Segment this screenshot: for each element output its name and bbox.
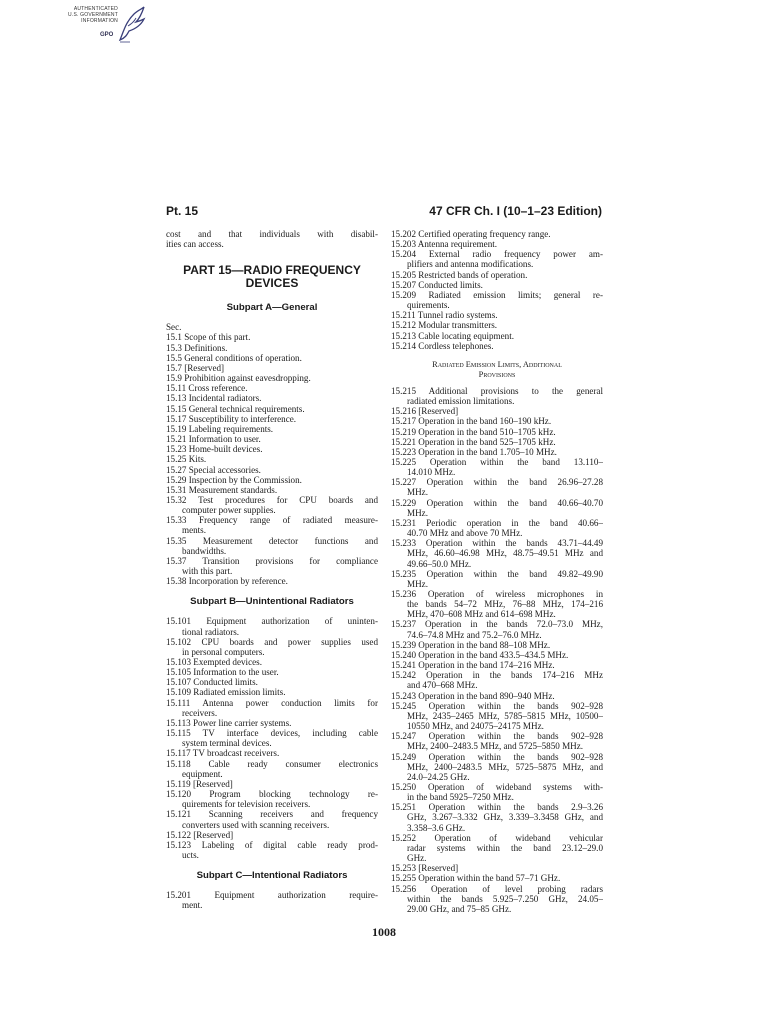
section-entry: [391, 863, 603, 873]
section-number-title: 15.17 Susceptibility to interference.: [166, 413, 297, 424]
section-entry: [391, 752, 603, 782]
section-number-title: 15.123 Labeling of digital cable ready prod-: [166, 839, 378, 850]
section-entry: [391, 427, 603, 437]
section-title-continuation: computer power supplies.: [182, 505, 276, 516]
section-number-title: 15.29 Inspection by the Commission.: [166, 474, 302, 485]
section-entry: [391, 691, 603, 701]
section-entry: [391, 518, 603, 538]
section-title-continuation: MHz, 2435–2465 MHz, 5785–5815 MHz, 10500–: [407, 710, 603, 721]
section-entry: [391, 619, 603, 639]
section-title-continuation: MHz.: [407, 507, 428, 518]
section-entry: [166, 890, 378, 910]
section-number-title: 15.213 Cable locating equipment.: [391, 330, 514, 341]
section-title-continuation: 29.00 GHz, and 75–85 GHz.: [407, 903, 512, 914]
section-number-title: 15.236 Operation of wireless microphones in: [391, 589, 603, 599]
section-number-title: 15.240 Operation in the band 433.5–434.5 MHz.: [391, 649, 569, 660]
section-entry: [391, 670, 603, 690]
section-number-title: 15.241 Operation in the band 174–216 MHz.: [391, 660, 555, 671]
section-entry: [166, 677, 378, 687]
section-title-continuation: radiated emission limitations.: [407, 396, 515, 407]
section-title-continuation: quirements for television receivers.: [182, 799, 311, 810]
section-title-continuation: bandwidths.: [182, 545, 227, 556]
section-number-title: 15.1 Scope of this part.: [166, 332, 251, 343]
section-number-title: 15.117 TV broadcast receivers.: [166, 748, 280, 759]
section-entry: [391, 660, 603, 670]
section-number-title: 15.207 Conducted limits.: [391, 279, 483, 290]
section-number-title: 15.105 Information to the user.: [166, 667, 279, 678]
section-number-title: 15.19 Labeling requirements.: [166, 423, 274, 434]
section-title-continuation: 40.70 MHz and above 70 MHz.: [407, 528, 523, 539]
section-number-title: 15.9 Prohibition against eavesdropping.: [166, 373, 311, 384]
section-title-continuation: tional radiators.: [182, 626, 240, 637]
section-entry: [391, 701, 603, 731]
intro-line: cost and that individuals with disabil-: [166, 229, 378, 239]
section-number-title: 15.205 Restricted bands of operation.: [391, 269, 528, 280]
section-number-title: 15.101 Equipment authorization of uninten-: [166, 616, 378, 627]
section-number-title: 15.38 Incorporation by reference.: [166, 576, 288, 587]
section-entry: [391, 498, 603, 518]
seal-line: AUTHENTICATED: [73, 6, 118, 12]
section-number-title: 15.122 [Reserved]: [166, 829, 234, 840]
section-title-continuation: plifiers and antenna modifications.: [407, 259, 534, 270]
section-entry: [166, 840, 378, 860]
section-entry: [166, 465, 378, 475]
section-title-continuation: converters used with scanning receivers.: [182, 819, 330, 830]
section-entry: [391, 437, 603, 447]
subpart-c-title: Subpart C—Intentional Radiators: [196, 870, 348, 882]
section-entry: [166, 444, 378, 454]
section-number-title: 15.252 Operation of wideband vehicular: [391, 832, 603, 843]
section-number-title: 15.239 Operation in the band 88–108 MHz.: [391, 639, 551, 650]
seal-gpo-label: GPO: [100, 32, 114, 38]
section-entry: [391, 270, 603, 280]
section-entry: [166, 809, 378, 829]
section-entry: [391, 640, 603, 650]
subpart-a-title: Subpart A—General: [226, 302, 318, 314]
section-number-title: 15.217 Operation in the band 160–190 kHz.: [391, 416, 552, 427]
section-number-title: 15.231 Periodic operation in the band 40.66–: [391, 517, 603, 528]
part-title-line: PART 15—RADIO FREQUENCY: [183, 263, 361, 278]
section-number-title: 15.107 Conducted limits.: [166, 677, 258, 688]
section-entry: [391, 320, 603, 330]
section-entry: [391, 406, 603, 416]
section-entry: [391, 457, 603, 477]
section-number-title: 15.23 Home-built devices.: [166, 444, 263, 455]
section-number-title: 15.242 Operation in the bands 174–216 MHz: [391, 670, 603, 681]
section-entry: [391, 802, 603, 832]
section-title-continuation: ucts.: [182, 849, 199, 860]
page-number: 1008: [372, 925, 396, 939]
section-number-title: 15.201 Equipment authorization require-: [166, 890, 378, 901]
section-number-title: 15.37 Transition provisions for compliance: [166, 555, 378, 566]
section-title-continuation: within the bands 5.925–7.250 GHz, 24.05–: [407, 893, 603, 904]
section-number-title: 15.212 Modular transmitters.: [391, 320, 498, 331]
section-number-title: 15.256 Operation of level probing radars: [391, 883, 603, 894]
authenticated-gpo-seal: [56, 4, 146, 48]
section-entry: [166, 332, 378, 342]
section-number-title: 15.113 Power line carrier systems.: [166, 717, 292, 728]
section-entry: [166, 383, 378, 393]
section-entry: [391, 290, 603, 310]
section-entry: [391, 386, 603, 406]
section-number-title: 15.118 Cable ready consumer electronics: [166, 758, 378, 769]
section-entry: [166, 434, 378, 444]
section-entry: [166, 353, 378, 363]
section-number-title: 15.31 Measurement standards.: [166, 484, 278, 495]
section-entry: [166, 576, 378, 586]
section-entry: [166, 363, 378, 373]
section-entry: [391, 731, 603, 751]
section-title-continuation: 74.6–74.8 MHz and 75.2–76.0 MHz.: [407, 629, 542, 640]
section-entry: [166, 789, 378, 809]
section-title-continuation: 49.66–50.0 MHz.: [407, 558, 472, 569]
section-title-continuation: quirements.: [407, 300, 450, 311]
section-title-continuation: 3.358–3.6 GHz.: [407, 822, 466, 833]
section-number-title: 15.115 TV interface devices, including cable: [166, 728, 378, 739]
section-title-continuation: MHz.: [407, 578, 428, 589]
section-title-continuation: receivers.: [182, 707, 218, 718]
part-header: Pt. 15: [166, 204, 199, 218]
section-entry: [166, 485, 378, 495]
section-title-continuation: 24.0–24.25 GHz.: [407, 771, 470, 782]
section-number-title: 15.204 External radio frequency power am-: [391, 249, 603, 260]
section-entry: [166, 495, 378, 515]
section-entry: [166, 637, 378, 657]
section-entry: [391, 782, 603, 802]
subpart-b-title: Subpart B—Unintentional Radiators: [190, 596, 354, 608]
section-entry: [166, 718, 378, 728]
section-title-continuation: 10550 MHz, and 24075–24175 MHz.: [407, 721, 544, 732]
section-number-title: 15.250 Operation of wideband systems with-: [391, 781, 603, 792]
section-number-title: 15.11 Cross reference.: [166, 383, 248, 394]
section-title-continuation: radar systems within the band 23.12–29.0: [407, 842, 603, 853]
section-entry: [166, 616, 378, 636]
section-heading-line: Radiated Emission Limits, Additional: [432, 359, 562, 369]
section-entry: [166, 424, 378, 434]
section-title-continuation: ment.: [182, 900, 203, 911]
section-number-title: 15.233 Operation within the bands 43.71–44.49: [391, 538, 603, 549]
section-title-continuation: with this part.: [182, 566, 233, 577]
section-number-title: 15.237 Operation in the bands 72.0–73.0 MHz,: [391, 619, 603, 630]
section-entry: [391, 447, 603, 457]
section-entry: [166, 475, 378, 485]
section-number-title: 15.102 CPU boards and power supplies used: [166, 636, 378, 647]
section-number-title: 15.215 Additional provisions to the general: [391, 385, 603, 396]
left-column: [166, 229, 378, 910]
section-title-continuation: 14.010 MHz.: [407, 467, 456, 478]
section-entry: [391, 249, 603, 269]
section-entry: [166, 657, 378, 667]
section-entry: [166, 667, 378, 677]
section-title-continuation: MHz, 470–608 MHz and 614–698 MHz.: [407, 609, 556, 620]
section-number-title: 15.214 Cordless telephones.: [391, 340, 494, 351]
section-entry: [391, 239, 603, 249]
section-number-title: 15.119 [Reserved]: [166, 778, 233, 789]
section-title-continuation: equipment.: [182, 768, 223, 779]
section-number-title: 15.121 Scanning receivers and frequency: [166, 809, 378, 820]
section-entry: [166, 515, 378, 535]
section-entry: [391, 569, 603, 589]
section-entry: [166, 687, 378, 697]
section-number-title: 15.21 Information to user.: [166, 434, 261, 445]
section-entry: [166, 556, 378, 576]
section-number-title: 15.3 Definitions.: [166, 342, 228, 353]
section-entry: [166, 454, 378, 464]
section-number-title: 15.27 Special accessories.: [166, 464, 261, 475]
section-entry: [391, 884, 603, 914]
section-number-title: 15.249 Operation within the bands 902–928: [391, 751, 603, 762]
section-title-continuation: MHz.: [407, 487, 428, 498]
section-entry: [166, 779, 378, 789]
eagle-icon: [116, 4, 146, 46]
section-number-title: 15.103 Exempted devices.: [166, 657, 262, 667]
section-title-continuation: MHz, 2400–2483.5 MHz, 5725–5875 MHz, and: [407, 761, 603, 772]
seal-line: INFORMATION: [81, 18, 118, 24]
section-number-title: 15.5 General conditions of operation.: [166, 352, 302, 363]
section-number-title: 15.225 Operation within the band 13.110–: [391, 456, 603, 467]
section-number-title: 15.243 Operation in the band 890–940 MHz.: [391, 690, 555, 701]
section-number-title: 15.216 [Reserved]: [391, 406, 459, 417]
section-title-continuation: the bands 54–72 MHz, 76–88 MHz, 174–216: [407, 599, 603, 610]
section-entry: [166, 728, 378, 748]
section-entry: [166, 404, 378, 414]
section-entry: [391, 833, 603, 863]
edition-header: 47 CFR Ch. I (10–1–23 Edition): [429, 204, 602, 218]
seal-line: U.S. GOVERNMENT: [68, 12, 118, 18]
section-entry: [166, 748, 378, 758]
section-number-title: 15.219 Operation in the band 510–1705 kHz.: [391, 426, 556, 437]
section-entry: [166, 759, 378, 779]
section-number-title: 15.253 [Reserved]: [391, 863, 459, 874]
section-number-title: 15.15 General technical requirements.: [166, 403, 305, 414]
section-number-title: 15.111 Antenna power conduction limits for: [166, 697, 378, 708]
section-entry: [391, 331, 603, 341]
section-number-title: 15.245 Operation within the bands 902–928: [391, 700, 603, 711]
section-title-continuation: system terminal devices.: [182, 738, 272, 749]
section-entry: [391, 477, 603, 497]
section-title-continuation: MHz, 2400–2483.5 MHz, and 5725–5850 MHz.: [407, 741, 584, 752]
section-title-continuation: GHz.: [407, 853, 427, 864]
section-entry: [166, 343, 378, 353]
section-number-title: 15.35 Measurement detector functions and: [166, 535, 378, 546]
section-number-title: 15.33 Frequency range of radiated measure-: [166, 515, 378, 526]
section-number-title: 15.223 Operation in the band 1.705–10 MHz.: [391, 446, 557, 457]
section-entry: [166, 393, 378, 403]
section-entry: [391, 589, 603, 619]
section-number-title: 15.255 Operation within the band 57–71 GHz.: [391, 873, 561, 884]
sec-label: Sec.: [166, 322, 182, 333]
section-number-title: 15.109 Radiated emission limits.: [166, 687, 286, 698]
section-entry: [391, 229, 603, 239]
section-number-title: 15.7 [Reserved]: [166, 362, 225, 373]
part-title-line: DEVICES: [245, 276, 299, 291]
section-number-title: 15.251 Operation within the bands 2.9–3.26: [391, 802, 603, 813]
section-number-title: 15.247 Operation within the bands 902–928: [391, 731, 603, 742]
section-title-continuation: and 470–668 MHz.: [407, 680, 478, 691]
section-entry: [391, 416, 603, 426]
seal-text: [56, 6, 118, 24]
section-number-title: 15.211 Tunnel radio systems.: [391, 310, 498, 321]
section-number-title: 15.227 Operation within the band 26.96–27.28: [391, 477, 603, 488]
section-number-title: 15.235 Operation within the band 49.82–49.90: [391, 568, 603, 579]
section-number-title: 15.229 Operation within the band 40.66–40.70: [391, 497, 603, 508]
part-title: [166, 264, 378, 290]
intro-line: ities can access.: [166, 239, 224, 250]
section-number-title: 15.209 Radiated emission limits; general re-: [391, 289, 603, 300]
section-title-continuation: GHz, 3.267–3.332 GHz, 3.339–3.3458 GHz, and: [407, 812, 603, 823]
section-entry: [391, 538, 603, 568]
section-title-continuation: in personal computers.: [182, 646, 265, 657]
section-heading: [391, 360, 603, 380]
section-number-title: 15.203 Antenna requirement.: [391, 239, 498, 250]
section-entry: [166, 830, 378, 840]
section-entry: [391, 280, 603, 290]
section-entry: [166, 536, 378, 556]
section-number-title: 15.13 Incidental radiators.: [166, 393, 262, 404]
section-title-continuation: MHz, 46.60–46.98 MHz, 48.75–49.51 MHz and: [407, 548, 603, 559]
section-title-continuation: in the band 5925–7250 MHz.: [407, 792, 514, 803]
section-title-continuation: ments.: [182, 525, 206, 536]
section-number-title: 15.32 Test procedures for CPU boards and: [166, 494, 378, 505]
section-entry: [391, 873, 603, 883]
section-entry: [166, 373, 378, 383]
section-entry: [391, 650, 603, 660]
section-number-title: 15.221 Operation in the band 525–1705 kHz.: [391, 436, 556, 447]
section-number-title: 15.120 Program blocking technology re-: [166, 789, 378, 800]
section-entry: [391, 310, 603, 320]
section-entry: [166, 698, 378, 718]
section-entry: [391, 341, 603, 351]
section-heading-line: Provisions: [478, 369, 516, 379]
right-column: [391, 229, 603, 914]
section-number-title: 15.25 Kits.: [166, 454, 207, 465]
section-entry: [166, 414, 378, 424]
section-number-title: 15.202 Certified operating frequency range.: [391, 229, 551, 239]
